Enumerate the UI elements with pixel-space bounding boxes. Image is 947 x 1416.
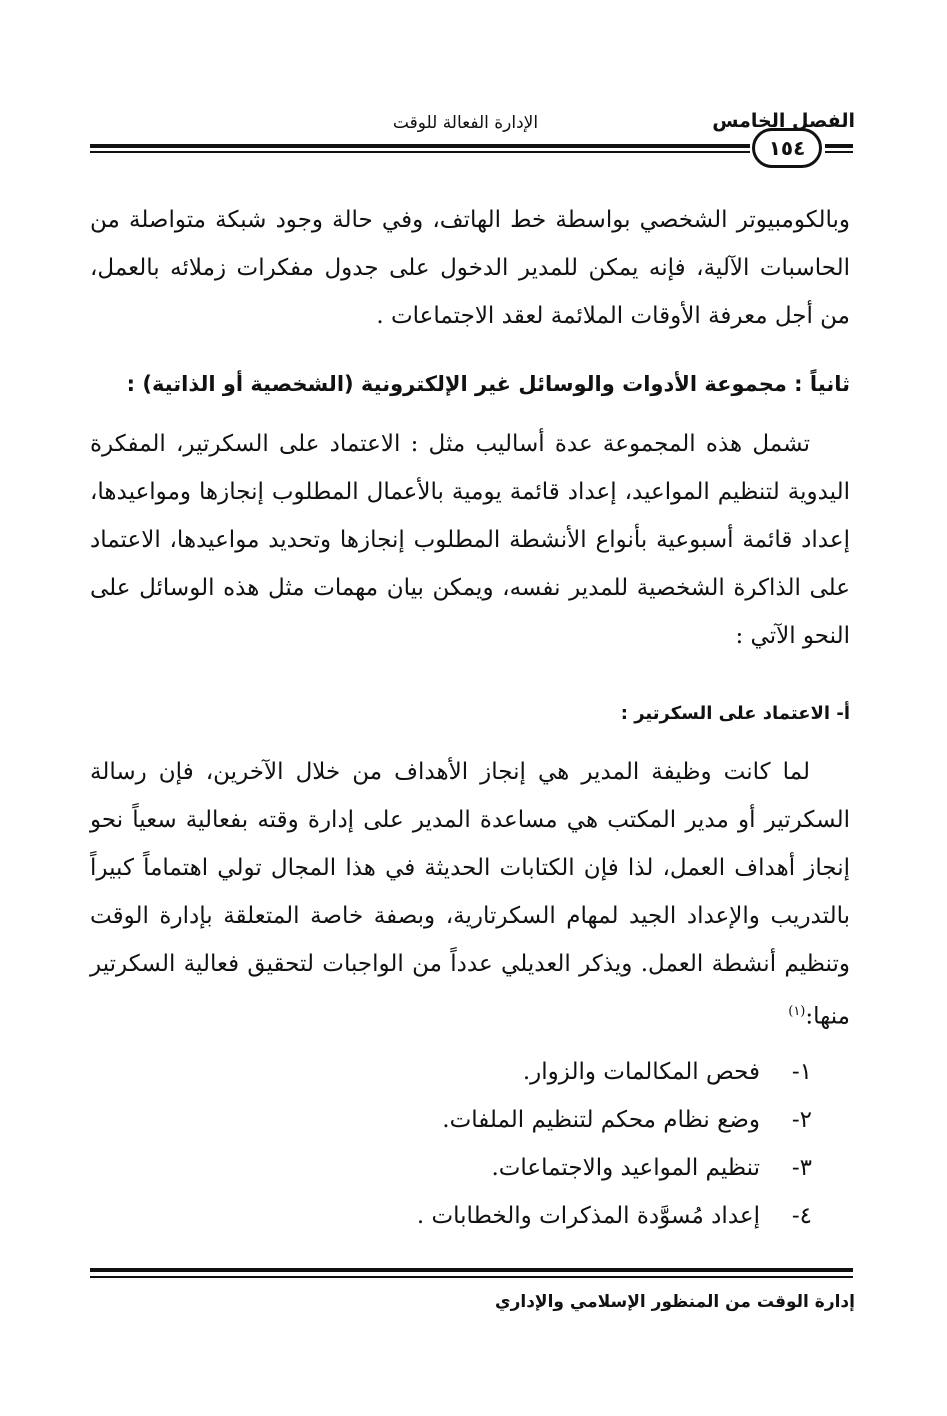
running-header-text: الإدارة الفعالة للوقت	[392, 113, 539, 133]
paragraph-methods: تشمل هذه المجموعة عدة أساليب مثل : الاعتماد على السكرتير، المفكرة اليدوية لتنظيم المواعيد، إعداد قائمة يومية بالأعمال المطلوب إنجازها ومواعيدها، إعداد قائمة أسبوعية بأنواع الأنشطة المطلوب إنجازها وتحديد مواعيدها، الاعتماد على الذاكرة الشخصية للمدير نفسه، ويمكن بيان مهمات مثل هذه الوسائل على النحو الآتي :	[90, 431, 850, 649]
paragraph-methods-block	[90, 420, 850, 660]
list-item-number: ٣-	[791, 1155, 812, 1181]
paragraph-secretary	[90, 748, 850, 1041]
header-rule-thick	[90, 144, 750, 148]
list-item-number: ١-	[791, 1059, 812, 1085]
footer-rule-thick	[90, 1268, 853, 1272]
footer-rule-thin	[90, 1276, 853, 1278]
list-item-number: ٤-	[791, 1203, 812, 1229]
page-number-rule-thick	[825, 144, 853, 148]
list-item-number: ٢-	[791, 1107, 812, 1133]
paragraph-intro: وبالكومبيوتر الشخصي بواسطة خط الهاتف، وفي حالة وجود شبكة متواصلة من الحاسبات الآلية، فإنه يمكن للمدير الدخول على جدول مفكرات زملائه بالعمل، من أجل معرفة الأوقات الملائمة لعقد الاجتماعات .	[90, 207, 850, 329]
list-item-text: وضع نظام محكم لتنظيم الملفات.	[442, 1107, 760, 1133]
list-item	[417, 1048, 812, 1096]
subheading-secretary: أ- الاعتماد على السكرتير :	[620, 703, 850, 724]
paragraph-secretary-block	[90, 748, 850, 1041]
footnote-marker: (١)	[788, 1004, 806, 1019]
chapter-title: الفصل الخامس	[712, 110, 855, 132]
list-item	[417, 1096, 812, 1144]
list-item	[417, 1144, 812, 1192]
page-number-badge	[752, 128, 822, 168]
header-rule-thin	[90, 151, 750, 153]
paragraph-intro-block	[90, 196, 850, 340]
page-number: ١٥٤	[768, 136, 806, 160]
paragraph-secretary-text: لما كانت وظيفة المدير هي إنجاز الأهداف من خلال الآخرين، فإن رسالة السكرتير أو مدير المكتب هي مساعدة المدير على إدارة وقته بفعالية سعياً نحو إنجاز أهداف العمل، لذا فإن الكتابات الحديثة في هذا المجال تولي اهتماماً كبيراً بالتدريب والإعداد الجيد لمهام السكرتارية، وبصفة خاصة المتعلقة بإدارة الوقت وتنظيم أنشطة العمل. ويذكر العديلي عدداً من الواجبات لتحقيق فعالية السكرتير منها:	[90, 759, 850, 1030]
footer-book-title: إدارة الوقت من المنظور الإسلامي والإداري	[495, 1292, 855, 1312]
list-item-text: فحص المكالمات والزوار.	[522, 1059, 760, 1085]
subheading-block	[90, 696, 850, 732]
list-item	[417, 1192, 812, 1240]
duties-list	[417, 1048, 812, 1240]
list-item-text: تنظيم المواعيد والاجتماعات.	[491, 1155, 760, 1181]
section-heading: ثانياً : مجموعة الأدوات والوسائل غير الإلكترونية (الشخصية أو الذاتية) :	[126, 372, 850, 396]
page-number-rule-thin	[825, 151, 853, 153]
list-item-text: إعداد مُسوَّدة المذكرات والخطابات .	[416, 1203, 760, 1229]
section-heading-block	[90, 364, 850, 404]
